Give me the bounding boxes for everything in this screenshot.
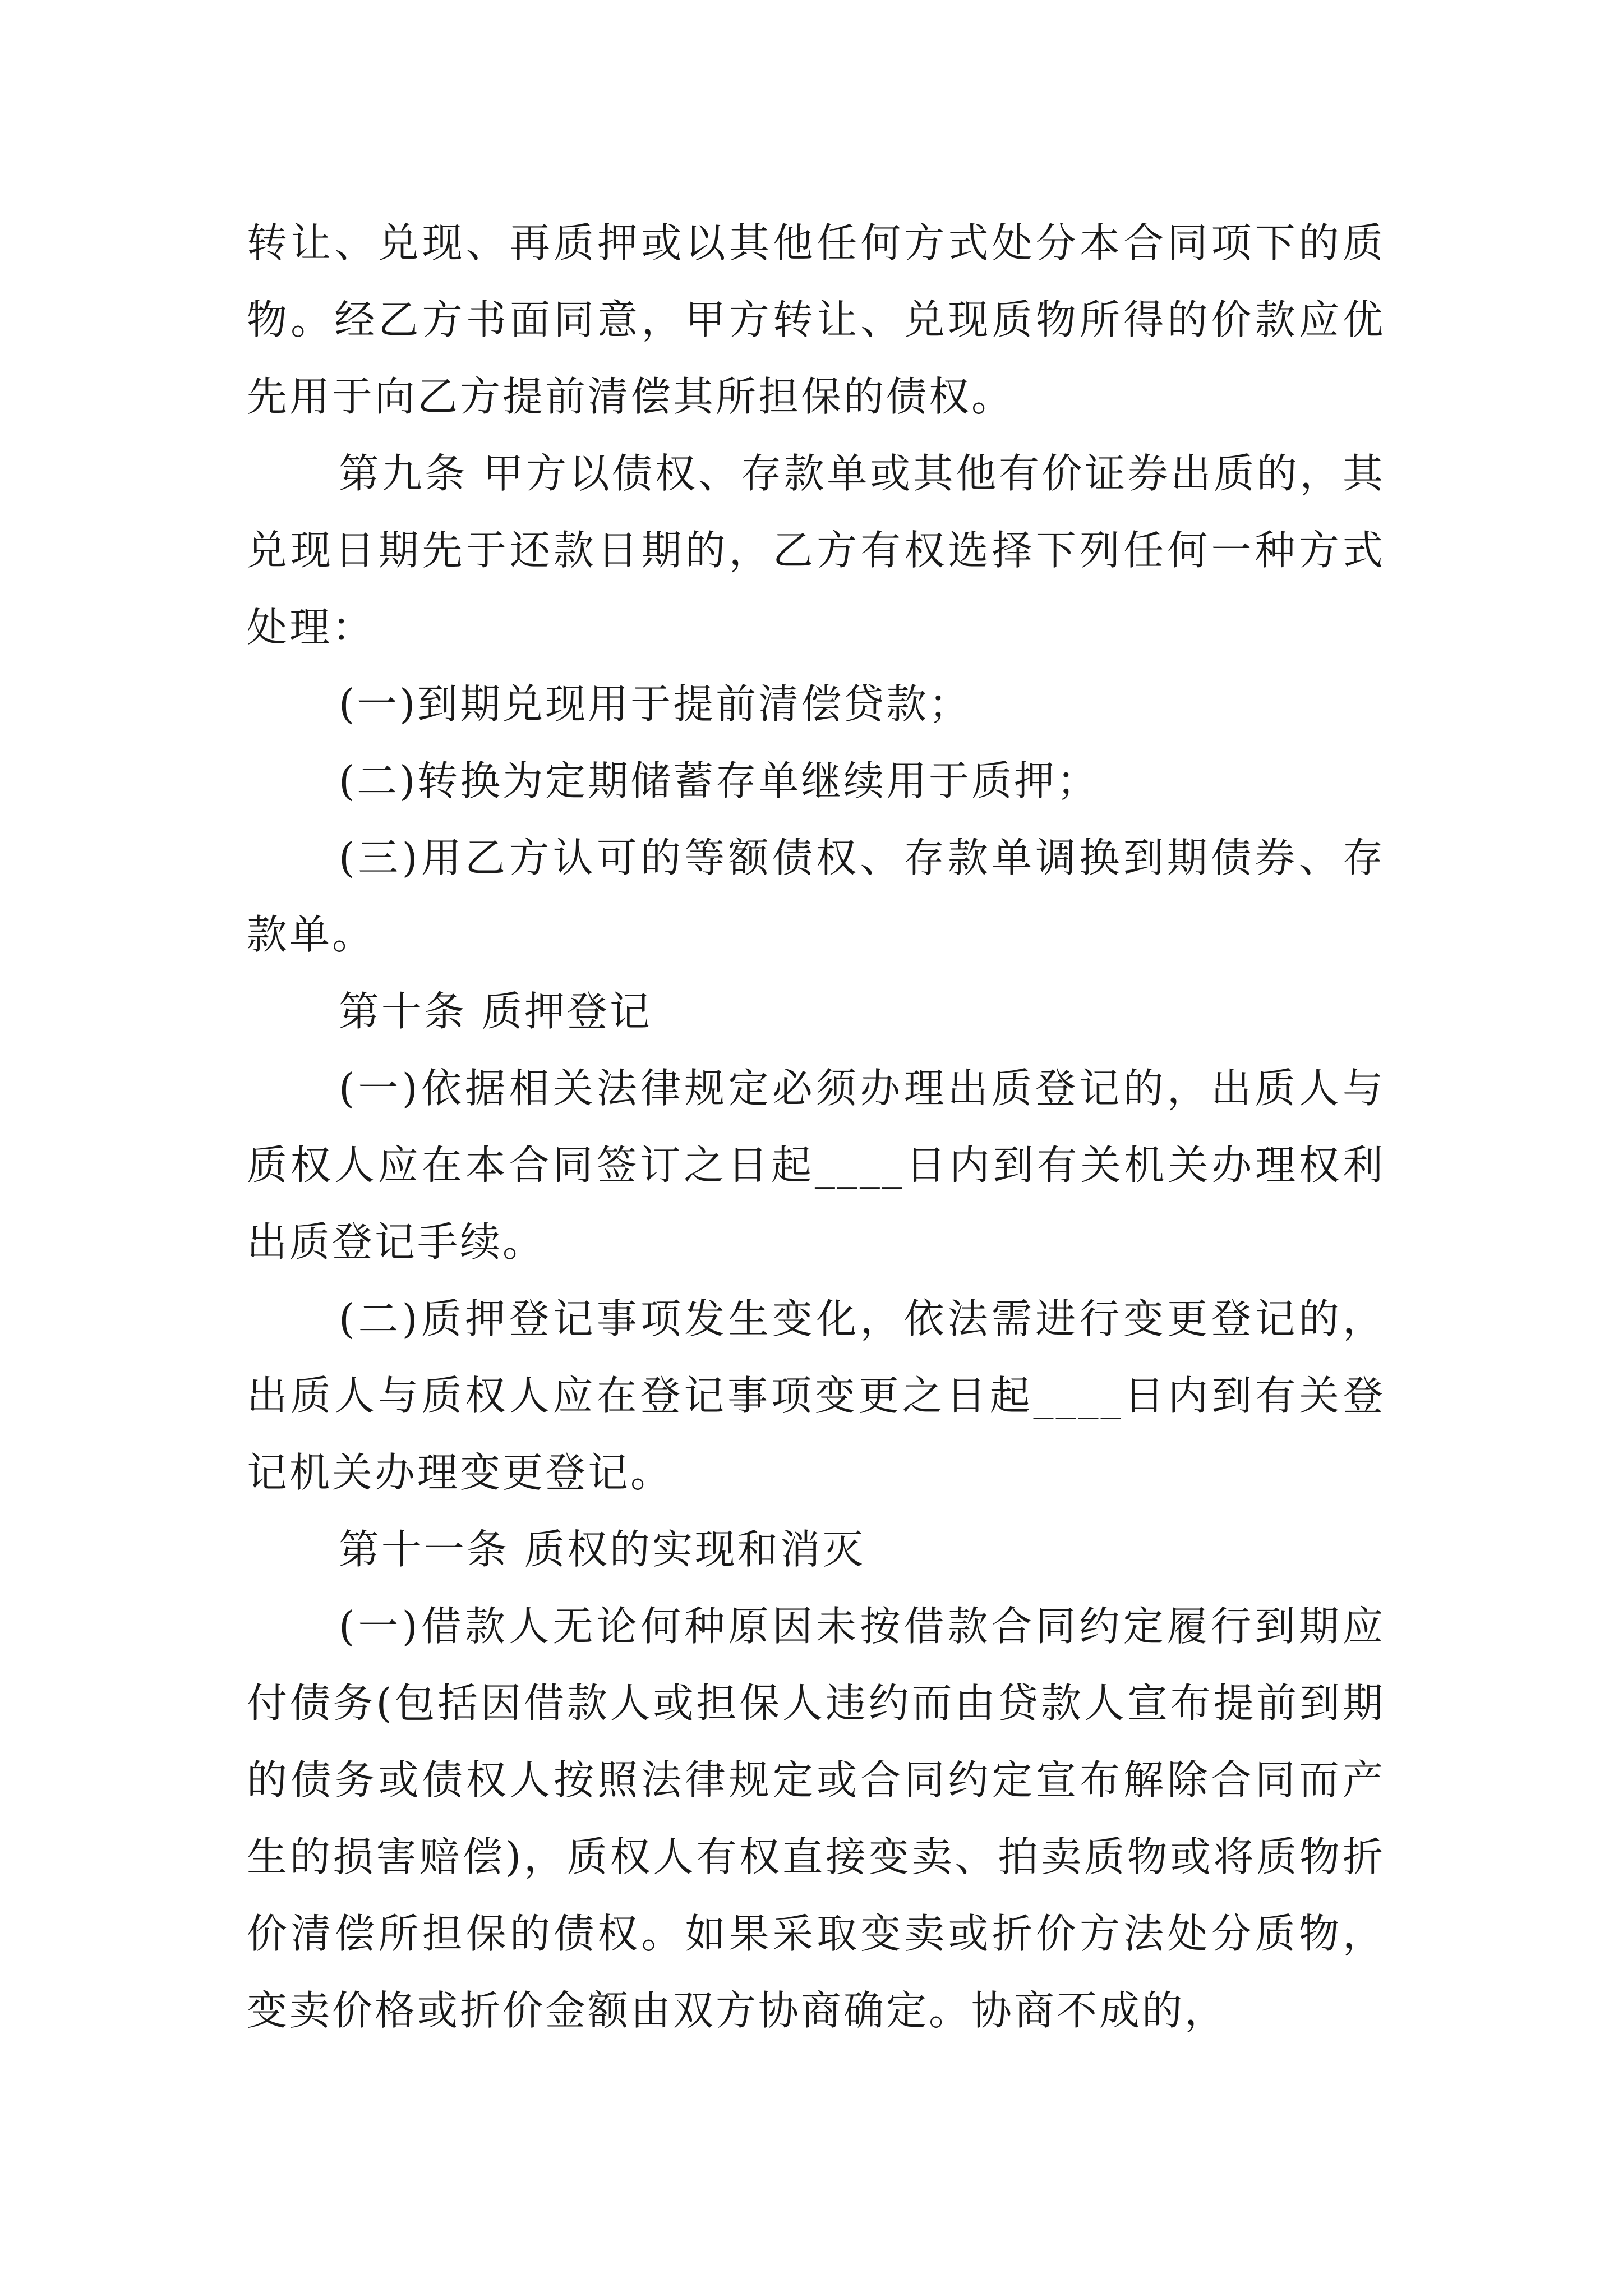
paragraph-article-9: 第九条 甲方以债权、存款单或其他有价证券出质的，其兑现日期先于还款日期的，乙方有权选择下列任何一种方式处理： [247, 450, 1385, 651]
paragraph-article-9-item-3: (三)用乙方认可的等额债权、存款单调换到期债券、存款单。 [247, 834, 1385, 958]
paragraph-continuation: 转让、兑现、再质押或以其他任何方式处分本合同项下的质物。经乙方书面同意，甲方转让、兑现质物所得的价款应优先用于向乙方提前清偿其所担保的债权。 [247, 219, 1385, 420]
paragraph-article-9-item-1: (一)到期兑现用于提前清偿贷款； [339, 680, 972, 728]
paragraph-article-11-item-1: (一)借款人无论何种原因未按借款合同约定履行到期应付债务(包括因借款人或担保人违约而由贷款人宣布提前到期的债务或债权人按照法律规定或合同约定宣布解除合同而产生的损害赔偿)，质权人有权直接变卖、拍卖质物或将质物折价清偿所担保的债权。如果采取变卖或折价方法处分质物，变卖价格或折价金额由双方协商确定。协商不成的， [247, 1603, 1385, 2034]
heading-article-10: 第十条 质押登记 [339, 988, 652, 1035]
paragraph-article-9-item-2: (二)转换为定期储蓄存单继续用于质押； [339, 757, 1100, 804]
paragraph-article-10-item-2: (二)质押登记事项发生变化，依法需进行变更登记的，出质人与质权人应在登记事项变更之日起____日内到有关登记机关办理变更登记。 [247, 1295, 1385, 1496]
heading-article-11: 第十一条 质权的实现和消灭 [339, 1526, 865, 1573]
document-body [247, 205, 1385, 2049]
paragraph-article-10-item-1: (一)依据相关法律规定必须办理出质登记的，出质人与质权人应在本合同签订之日起____日内到有关机关办理权利出质登记手续。 [247, 1065, 1385, 1266]
